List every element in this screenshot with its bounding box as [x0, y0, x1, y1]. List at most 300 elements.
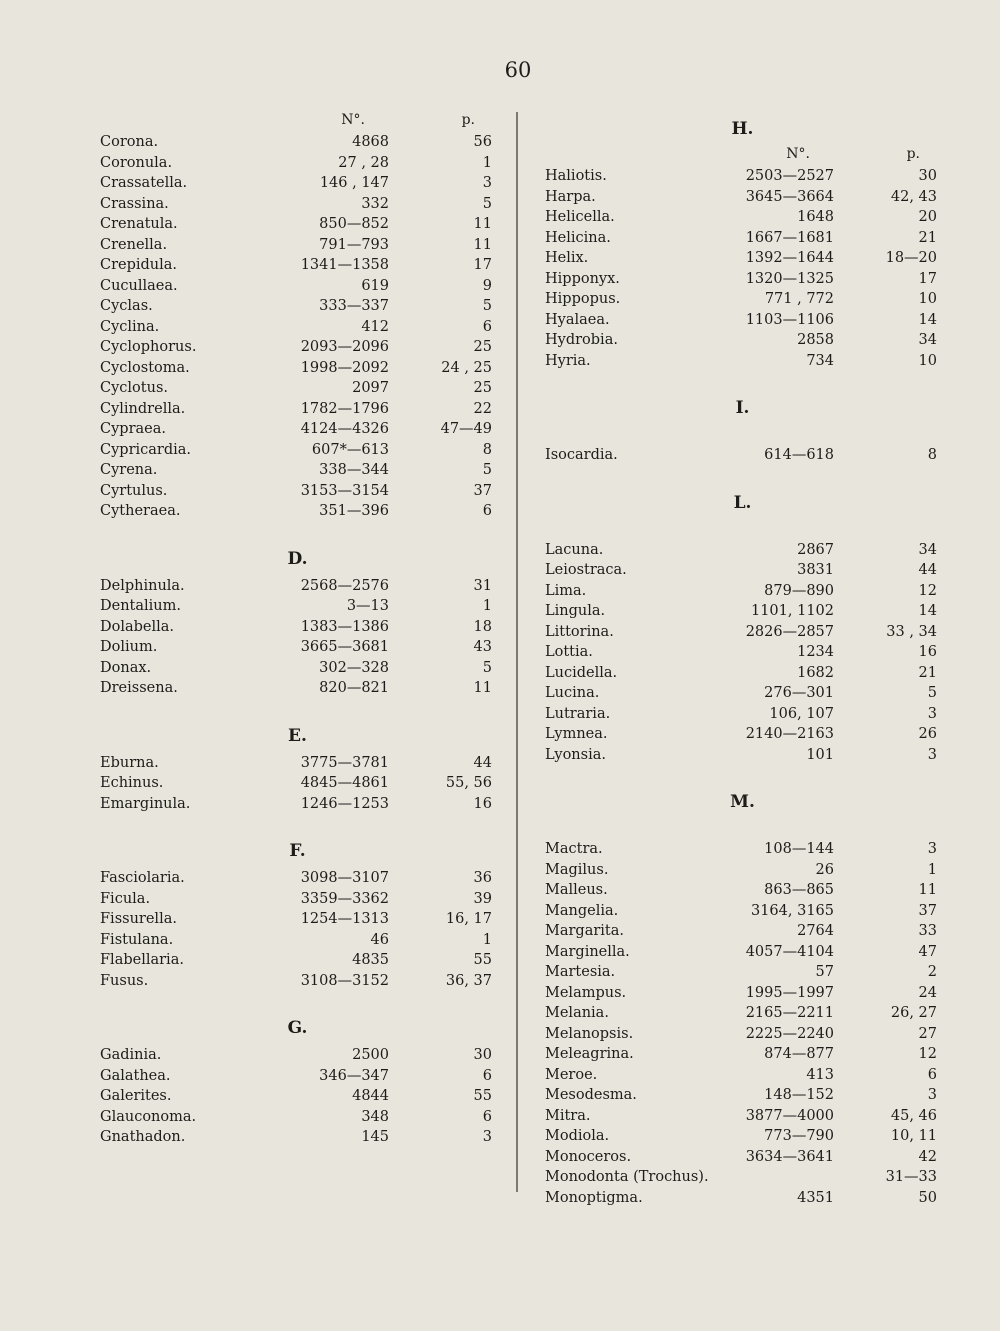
page-reference: 36, 37 [445, 972, 492, 989]
page-reference: 42, 43 [890, 188, 937, 205]
page-reference: 55, 56 [445, 775, 492, 791]
index-entry [100, 753, 495, 774]
genus-name: Hippopus. [545, 291, 621, 307]
index-entry [545, 1044, 940, 1065]
genus-name: Melampus. [545, 984, 627, 1001]
genus-name: Cyrtulus. [100, 482, 168, 499]
genus-name: Lingula. [545, 603, 606, 619]
catalog-number: 771 , 772 [764, 291, 834, 307]
page-reference: 8 [927, 447, 937, 463]
section-letter: G. [287, 1018, 308, 1038]
section-letter: D. [287, 548, 308, 569]
genus-name: Mesodesma. [545, 1087, 637, 1103]
page-reference: 14 [918, 311, 937, 328]
genus-name: Monodonta (Trochus). [545, 1169, 709, 1185]
index-entry [545, 1003, 940, 1024]
index-entry [100, 678, 495, 699]
catalog-number: 2165—2211 [745, 1005, 834, 1021]
genus-name: Hyria. [545, 352, 591, 369]
index-section [545, 391, 940, 486]
catalog-number: 3—13 [346, 598, 389, 614]
index-entry [545, 1147, 940, 1168]
index-entry [545, 560, 940, 581]
page-reference: 25 [473, 380, 492, 396]
page-reference: 3 [927, 1087, 937, 1103]
genus-name: Monoceros. [545, 1148, 632, 1165]
genus-name: Dolium. [100, 639, 158, 655]
page-reference: 31—33 [885, 1169, 937, 1185]
genus-name: Crepidula. [100, 257, 178, 273]
catalog-number: 2140—2163 [745, 726, 834, 742]
index-entry [100, 637, 495, 658]
genus-name: Lottia. [545, 644, 593, 660]
genus-name: Magilus. [545, 861, 609, 878]
catalog-number: 3108—3152 [300, 972, 389, 989]
genus-name: Fissurella. [100, 911, 177, 927]
index-section [100, 542, 495, 719]
index-entry [100, 296, 495, 317]
catalog-number: 3098—3107 [300, 870, 389, 886]
number-header: N°. [786, 146, 810, 162]
page-reference: 6 [482, 1067, 492, 1084]
index-entry [100, 378, 495, 399]
index-entry [100, 419, 495, 440]
page-reference: 43 [473, 639, 492, 655]
index-entry [545, 1106, 940, 1127]
index-entry [100, 337, 495, 358]
page-reference: 16, 17 [445, 911, 492, 927]
catalog-number: 333—337 [319, 298, 389, 314]
catalog-number: 1648 [797, 209, 834, 225]
catalog-number: 850—852 [319, 216, 389, 232]
catalog-number: 412 [361, 318, 389, 335]
page-reference: 14 [918, 603, 937, 619]
page-reference: 42 [918, 1148, 937, 1165]
catalog-number: 734 [806, 352, 834, 369]
catalog-number: 1101, 1102 [750, 603, 834, 619]
page-reference: 9 [482, 277, 492, 294]
catalog-number: 3164, 3165 [750, 902, 834, 919]
catalog-number: 1682 [797, 664, 834, 681]
section-gap [100, 699, 495, 719]
page-reference: 11 [473, 236, 492, 253]
genus-name: Hipponyx. [545, 270, 620, 287]
catalog-number: 2568—2576 [300, 577, 389, 594]
genus-name: Emarginula. [100, 795, 191, 812]
index-entry [100, 501, 495, 522]
index-entry [100, 235, 495, 256]
genus-name: Coronula. [100, 154, 173, 171]
page-reference: 3 [927, 705, 937, 722]
section-gap [545, 1208, 940, 1228]
catalog-number: 346—347 [319, 1067, 389, 1084]
index-entry [545, 330, 940, 351]
index-entry [100, 1127, 495, 1148]
section-letter: E. [288, 725, 307, 746]
page-reference: 22 [473, 400, 492, 417]
catalog-number: 1103—1106 [745, 311, 834, 328]
catalog-number: 2858 [797, 332, 834, 348]
index-entry [545, 540, 940, 561]
section-gap [100, 814, 495, 834]
genus-name: Fistulana. [100, 931, 174, 948]
page-reference: 27 [918, 1025, 937, 1042]
catalog-number: 348 [361, 1108, 389, 1125]
page-reference: 18—20 [885, 250, 937, 266]
catalog-number: 4835 [352, 952, 389, 968]
genus-name: Crenella. [100, 236, 168, 253]
index-entry [545, 839, 940, 860]
page-reference: 37 [473, 482, 492, 499]
page-reference: 12 [918, 582, 937, 599]
index-entry [545, 860, 940, 881]
genus-name: Mangelia. [545, 902, 619, 919]
genus-name: Gnathadon. [100, 1129, 186, 1145]
page-reference: 37 [918, 902, 937, 919]
index-entry [100, 1086, 495, 1107]
page-reference: 18 [473, 618, 492, 635]
genus-name: Galerites. [100, 1088, 172, 1104]
catalog-number: 332 [361, 195, 389, 212]
page-reference: 5 [482, 195, 492, 212]
index-entry [545, 1024, 940, 1045]
index-entry [545, 622, 940, 643]
genus-name: Harpa. [545, 188, 596, 205]
genus-name: Melanopsis. [545, 1025, 634, 1042]
genus-name: Helicella. [545, 209, 615, 225]
section-gap [100, 991, 495, 1011]
index-entry [100, 909, 495, 930]
page-reference: 3 [482, 1129, 492, 1145]
page-reference: 44 [918, 562, 937, 578]
index-entry [545, 351, 940, 372]
index-entry [100, 214, 495, 235]
genus-name: Cyclostoma. [100, 359, 190, 376]
section-gap [545, 765, 940, 785]
page-reference: 26 [918, 726, 937, 742]
catalog-number: 3775—3781 [300, 754, 389, 771]
index-entry [100, 153, 495, 174]
genus-name: Haliotis. [545, 168, 607, 184]
right-column [545, 112, 940, 1228]
catalog-number: 3645—3664 [745, 188, 834, 205]
index-entry [100, 440, 495, 461]
catalog-number: 413 [806, 1066, 834, 1083]
page-reference: 16 [918, 644, 937, 660]
catalog-number: 4868 [352, 134, 389, 150]
catalog-number: 3359—3362 [300, 890, 389, 907]
catalog-number: 2503—2527 [745, 168, 834, 184]
index-entry [545, 724, 940, 745]
catalog-number: 1995—1997 [745, 984, 834, 1001]
catalog-number: 874—877 [764, 1046, 834, 1062]
page-reference: 3 [927, 841, 937, 857]
page-reference: 33 , 34 [886, 623, 937, 640]
genus-name: Littorina. [545, 623, 614, 640]
catalog-number: 57 [815, 964, 834, 980]
page-reference: 5 [927, 685, 937, 701]
index-entry [100, 194, 495, 215]
page-reference: 55 [473, 1088, 492, 1104]
page-reference: 30 [918, 168, 937, 184]
column-divider [516, 112, 518, 1192]
catalog-number: 3153—3154 [300, 482, 389, 499]
index-section [100, 719, 495, 835]
section-gap [545, 466, 940, 486]
index-entry [545, 663, 940, 684]
page-reference: 44 [473, 754, 492, 771]
catalog-number: 145 [361, 1129, 389, 1145]
index-entry [100, 399, 495, 420]
index-entry [100, 358, 495, 379]
page-reference: 1 [927, 861, 937, 878]
genus-name: Melania. [545, 1005, 609, 1021]
genus-name: Malleus. [545, 882, 608, 898]
page-reference: 56 [473, 134, 492, 150]
section-gap [545, 819, 940, 839]
catalog-number: 1320—1325 [745, 270, 834, 287]
page-reference: 34 [918, 332, 937, 348]
catalog-number: 26 [815, 861, 834, 878]
page-reference: 6 [482, 1108, 492, 1125]
page-reference: 39 [473, 890, 492, 907]
index-entry [100, 481, 495, 502]
section-letter: F. [289, 841, 306, 861]
page-reference: 34 [918, 541, 937, 558]
index-entry [545, 921, 940, 942]
page-reference: 10 [918, 352, 937, 369]
catalog-number: 863—865 [764, 882, 834, 898]
catalog-number: 2500 [352, 1047, 389, 1063]
page-reference: 3 [927, 746, 937, 763]
index-entry [100, 794, 495, 815]
page-reference: 2 [927, 964, 937, 980]
index-entry [100, 773, 495, 794]
catalog-number: 27 , 28 [338, 154, 389, 171]
genus-name: Fasciolaria. [100, 870, 185, 886]
page-reference: 1 [482, 154, 492, 171]
page-reference: 31 [473, 577, 492, 594]
page-number: 60 [504, 58, 532, 82]
page-header: p. [906, 146, 920, 162]
catalog-number: 1392—1644 [745, 250, 834, 266]
genus-name: Isocardia. [545, 447, 618, 463]
page-reference: 24 , 25 [441, 359, 492, 376]
column-header [100, 112, 495, 132]
catalog-number: 46 [370, 931, 389, 948]
index-entry [545, 983, 940, 1004]
page-reference: 6 [482, 503, 492, 519]
genus-name: Meroe. [545, 1066, 598, 1083]
genus-name: Lima. [545, 582, 587, 599]
catalog-number: 773—790 [764, 1128, 834, 1144]
genus-name: Lymnea. [545, 726, 608, 742]
genus-name: Meleagrina. [545, 1046, 634, 1062]
page-reference: 5 [482, 659, 492, 676]
catalog-number: 1234 [797, 644, 834, 660]
section-letter: I. [735, 398, 750, 418]
index-entry [100, 971, 495, 992]
catalog-number: 1246—1253 [300, 795, 389, 812]
catalog-number: 351—396 [319, 503, 389, 519]
index-section [545, 486, 940, 786]
section-letter: L. [733, 492, 752, 513]
genus-name: Martesia. [545, 964, 616, 980]
index-entry [545, 207, 940, 228]
page-reference: 24 [918, 984, 937, 1001]
index-entry [545, 601, 940, 622]
catalog-number: 276—301 [764, 685, 834, 701]
catalog-number: 619 [361, 277, 389, 294]
catalog-number: 4124—4326 [300, 421, 389, 437]
index-entry [545, 445, 940, 466]
genus-name: Leiostraca. [545, 562, 627, 578]
genus-name: Cyclophorus. [100, 339, 197, 355]
catalog-number: 1383—1386 [300, 618, 389, 635]
catalog-number: 2764 [797, 923, 834, 939]
page-reference: 17 [918, 270, 937, 287]
genus-name: Crassina. [100, 195, 169, 212]
catalog-number: 101 [806, 746, 834, 763]
page-reference: 8 [482, 441, 492, 458]
page-reference: 5 [482, 462, 492, 478]
section-gap [545, 520, 940, 540]
page-reference: 1 [482, 931, 492, 948]
catalog-number: 302—328 [319, 659, 389, 676]
genus-name: Lucina. [545, 685, 600, 701]
index-entry [545, 1188, 940, 1209]
index-entry [100, 658, 495, 679]
catalog-number: 879—890 [764, 582, 834, 599]
index-entry [100, 132, 495, 153]
page-reference: 10, 11 [890, 1128, 937, 1144]
section-gap [545, 425, 940, 445]
genus-name: Flabellaria. [100, 952, 184, 968]
page-reference: 3 [482, 175, 492, 191]
genus-name: Dentalium. [100, 598, 181, 614]
genus-name: Helicina. [545, 229, 611, 246]
page-reference: 47 [918, 943, 937, 960]
catalog-number: 4057—4104 [745, 943, 834, 960]
catalog-number: 2093—2096 [300, 339, 389, 355]
catalog-number: 4845—4861 [300, 775, 389, 791]
index-entry [545, 962, 940, 983]
genus-name: Lacuna. [545, 541, 604, 558]
index-entry [100, 276, 495, 297]
index-entry [545, 1167, 940, 1188]
page-reference: 20 [918, 209, 937, 225]
column-header [545, 146, 940, 166]
catalog-number: 1254—1313 [300, 911, 389, 927]
index-section [100, 132, 495, 542]
catalog-number: 3831 [797, 562, 834, 578]
genus-name: Cylindrella. [100, 400, 186, 417]
index-entry [100, 1066, 495, 1087]
genus-name: Cypricardia. [100, 441, 192, 458]
index-entry [100, 1107, 495, 1128]
genus-name: Eburna. [100, 754, 159, 771]
genus-name: Lyonsia. [545, 746, 606, 763]
index-entry [545, 581, 940, 602]
genus-name: Ficula. [100, 890, 151, 907]
index-entry [545, 1065, 940, 1086]
genus-name: Hydrobia. [545, 332, 618, 348]
index-entry [100, 460, 495, 481]
genus-name: Modiola. [545, 1128, 610, 1144]
page-reference: 21 [918, 229, 937, 246]
genus-name: Cyrena. [100, 462, 158, 478]
index-section [545, 785, 940, 1228]
index-entry [545, 880, 940, 901]
index-entry [100, 255, 495, 276]
catalog-number: 791—793 [319, 236, 389, 253]
catalog-number: 2225—2240 [745, 1025, 834, 1042]
catalog-number: 820—821 [319, 680, 389, 696]
index-entry [100, 868, 495, 889]
genus-name: Hyalaea. [545, 311, 610, 328]
section-gap [100, 522, 495, 542]
genus-name: Cyclina. [100, 318, 160, 335]
page-reference: 36 [473, 870, 492, 886]
page-reference: 1 [482, 598, 492, 614]
catalog-number: 106, 107 [769, 705, 834, 722]
page-reference: 10 [918, 291, 937, 307]
index-entry [100, 950, 495, 971]
page-reference: 17 [473, 257, 492, 273]
index-entry [545, 248, 940, 269]
page-reference: 33 [918, 923, 937, 939]
index-entry [545, 642, 940, 663]
genus-name: Lucidella. [545, 664, 618, 681]
catalog-number: 3877—4000 [745, 1107, 834, 1124]
catalog-number: 1998—2092 [300, 359, 389, 376]
index-entry [100, 173, 495, 194]
section-letter: H. [731, 119, 754, 139]
page-reference: 16 [473, 795, 492, 812]
genus-name: Helix. [545, 250, 589, 266]
catalog-number: 146 , 147 [319, 175, 389, 191]
index-entry [545, 310, 940, 331]
page-reference: 25 [473, 339, 492, 355]
index-section [100, 1011, 495, 1168]
page-reference: 26, 27 [890, 1005, 937, 1021]
genus-name: Echinus. [100, 775, 164, 791]
genus-name: Mitra. [545, 1107, 591, 1124]
catalog-number: 3665—3681 [300, 639, 389, 655]
genus-name: Mactra. [545, 841, 603, 857]
genus-name: Cytheraea. [100, 503, 181, 519]
page-reference: 55 [473, 952, 492, 968]
genus-name: Lutraria. [545, 705, 611, 722]
genus-name: Cypraea. [100, 421, 166, 437]
section-gap [100, 1148, 495, 1168]
genus-name: Cyclas. [100, 298, 153, 314]
genus-name: Donax. [100, 659, 152, 676]
index-entry [545, 228, 940, 249]
index-entry [100, 596, 495, 617]
left-column [100, 112, 495, 1168]
genus-name: Monoptigma. [545, 1189, 643, 1206]
page-reference: 6 [927, 1066, 937, 1083]
index-entry [545, 745, 940, 766]
index-entry [100, 576, 495, 597]
catalog-number: 3634—3641 [745, 1148, 834, 1165]
catalog-number: 2097 [352, 380, 389, 396]
page-reference: 5 [482, 298, 492, 314]
index-entry [545, 269, 940, 290]
genus-name: Corona. [100, 134, 159, 150]
index-entry [100, 889, 495, 910]
